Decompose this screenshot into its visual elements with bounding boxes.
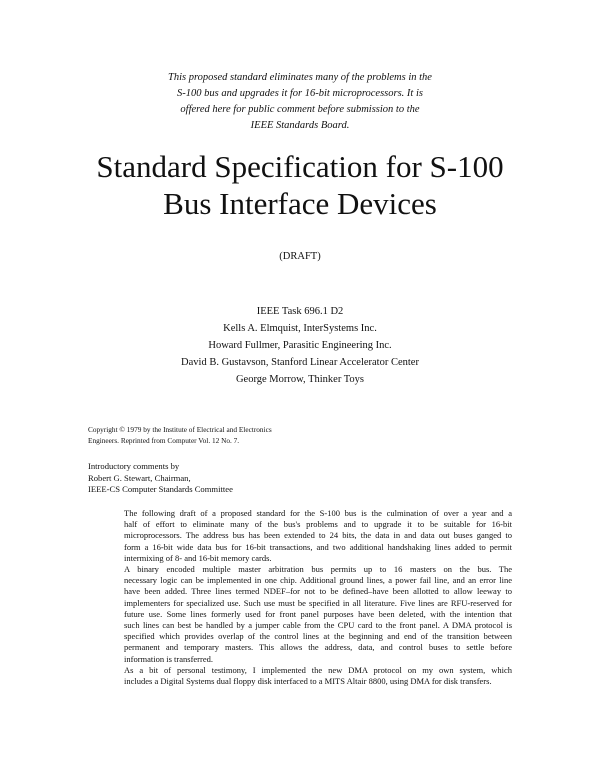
body-line: A binary encoded multiple master arbitration bus permits up to 16 masters on the bus. The — [124, 564, 512, 575]
intro-abstract — [130, 70, 470, 134]
body-line: includes a Digital Systems dual floppy disk interfaced to a MITS Altair 8800, using DMA for disk transfers. — [124, 676, 492, 687]
copyright-notice — [88, 425, 348, 446]
author-list — [150, 303, 450, 388]
introductory-comments-credit — [88, 461, 348, 496]
copyright-line: Copyright © 1979 by the Institute of Electrical and Electronics — [88, 425, 272, 434]
body-line: half of effort to eliminate many of the bus's problems and to upgrade it to be suitable for 16-bit — [124, 519, 512, 530]
author-line: Howard Fullmer, Parasitic Engineering Inc. — [208, 340, 392, 351]
body-line: implementers for specialized use. Such use must be specified in all literature. Five lines are RFU-reserved for — [124, 597, 512, 608]
author-line: David B. Gustavson, Stanford Linear Accelerator Center — [181, 357, 419, 368]
body-line: future use. Some lines formerly used for front panel purposes have been deleted, with the intention that — [124, 608, 512, 619]
body-paragraph-1 — [88, 508, 512, 564]
body-line: necessary logic can be implemented in one chip. Additional ground lines, a power fail line, and an error line — [124, 575, 512, 586]
intro-line: offered here for public comment before submission to the — [180, 104, 420, 115]
intro-line: IEEE Standards Board. — [250, 120, 350, 131]
body-line: such lines can best be handled by a jumper cable from the CPU card to the front panel. A DMA protocol is — [124, 620, 512, 631]
body-text — [88, 508, 512, 687]
comments-line: Introductory comments by — [88, 461, 180, 471]
body-line: specified which provides overlap of the control lines at the beginning and end of the transition between — [124, 631, 512, 642]
body-line: have been added. Three lines termed NDEF–for not to be defined–have been allotted to allow leeway to — [124, 586, 512, 597]
body-line: The following draft of a proposed standard for the S-100 bus is the culmination of over a year and a — [124, 508, 512, 518]
draft-label: (DRAFT) — [279, 251, 321, 262]
comments-line: Robert G. Stewart, Chairman, — [88, 472, 191, 483]
comments-line: IEEE-CS Computer Standards Committee — [88, 484, 233, 494]
body-line: As a bit of personal testimony, I implemented the new DMA protocol on my own system, which — [124, 664, 512, 675]
title-line-1: Standard Specification for S-100 — [96, 149, 504, 184]
intro-line: This proposed standard eliminates many of the problems in the — [168, 72, 432, 83]
body-paragraph-2 — [88, 564, 512, 665]
title-line-2: Bus Interface Devices — [163, 186, 437, 221]
body-line: intermixing of 8- and 16-bit memory cards. — [124, 552, 272, 563]
author-line: Kells A. Elmquist, InterSystems Inc. — [223, 323, 377, 334]
copyright-line: Engineers. Reprinted from Computer Vol. 12 No. 7. — [88, 435, 240, 445]
intro-line: S-100 bus and upgrades it for 16-bit microprocessors. It is — [177, 88, 423, 99]
body-paragraph-3 — [88, 665, 512, 687]
author-line: George Morrow, Thinker Toys — [235, 374, 365, 385]
author-line: IEEE Task 696.1 D2 — [256, 306, 344, 317]
body-line: permanent and temporary masters. This allows the address, data, and control buses to settle before — [124, 642, 512, 653]
document-title — [40, 148, 560, 222]
body-line: information is transferred. — [124, 653, 213, 664]
body-line: microprocessors. The address bus has been extended to 24 bits, the data in and data out buses ganged to — [124, 530, 512, 541]
body-line: form a 16-bit wide data bus for 16-bit transactions, and two additional handshaking lines added to permit — [124, 541, 512, 552]
